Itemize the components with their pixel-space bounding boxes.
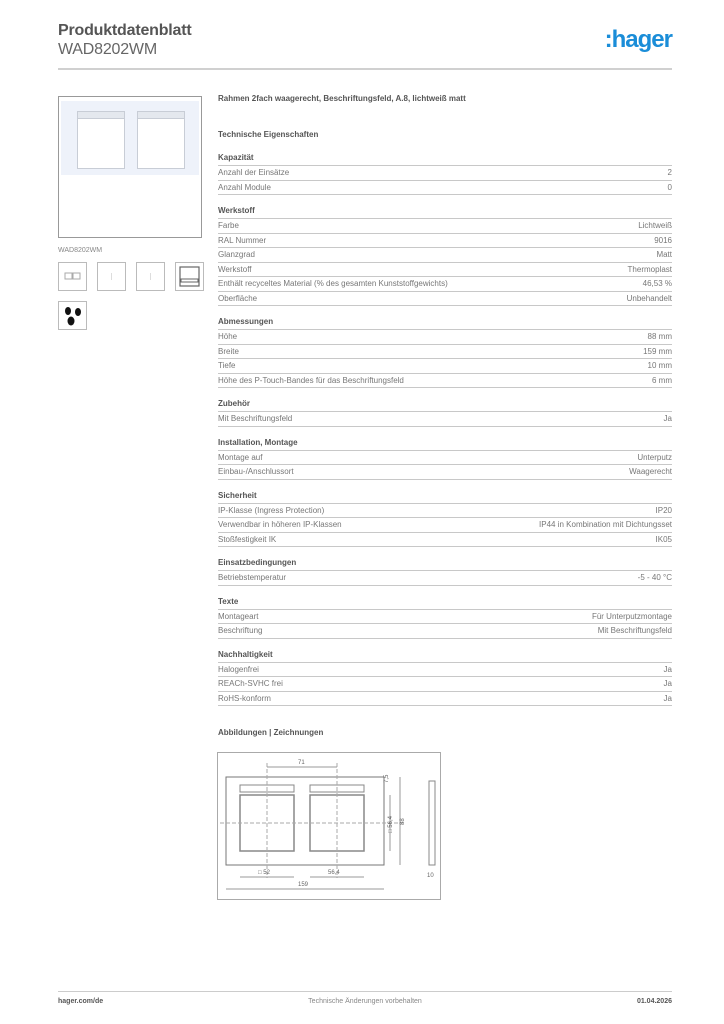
spec-row xyxy=(218,330,672,345)
spec-section xyxy=(218,650,672,707)
spec-value: Thermoplast xyxy=(627,264,672,274)
spec-row xyxy=(218,166,672,181)
technical-drawing xyxy=(217,752,441,900)
spec-section xyxy=(218,491,672,548)
spec-value: Für Unterputzmontage xyxy=(591,611,672,621)
product-image xyxy=(58,96,202,238)
spec-value: IK05 xyxy=(655,534,672,544)
spec-value: 46,53 % xyxy=(642,279,672,288)
spec-value: 0 xyxy=(667,182,672,192)
spec-label: Montage auf xyxy=(218,452,263,462)
section-title: Texte xyxy=(218,597,672,610)
spec-value: Lichtweiß xyxy=(638,221,672,230)
spec-value: Ja xyxy=(663,664,672,674)
section-title: Kapazität xyxy=(218,153,672,166)
spec-value: IP20 xyxy=(655,505,672,515)
spec-label: Halogenfrei xyxy=(218,664,259,674)
spec-label: Einbau-/Anschlussort xyxy=(218,467,294,476)
label-field-icon xyxy=(175,262,204,291)
spec-section xyxy=(218,206,672,306)
figures-heading: Abbildungen | Zeichnungen xyxy=(218,728,324,737)
frame-plate xyxy=(61,101,199,175)
spec-label: RAL Nummer xyxy=(218,235,267,245)
tech-heading: Technische Eigenschaften xyxy=(218,130,319,139)
spec-label: Glanzgrad xyxy=(218,250,255,259)
spec-row xyxy=(218,518,672,533)
spec-value: Ja xyxy=(663,679,672,688)
blank-insert-icon xyxy=(97,262,126,291)
spec-label: Montageart xyxy=(218,611,259,621)
section-title: Sicherheit xyxy=(218,491,672,504)
spec-label: Beschriftung xyxy=(218,626,263,635)
spec-value: 10 mm xyxy=(647,361,672,370)
spec-label: Anzahl der Einsätze xyxy=(218,168,290,177)
spec-row xyxy=(218,219,672,234)
product-media xyxy=(58,96,202,330)
spec-row xyxy=(218,263,672,278)
spec-row xyxy=(218,663,672,678)
image-caption: WAD8202WM xyxy=(58,247,103,254)
dim-width: 159 xyxy=(298,882,309,888)
spec-label: Höhe xyxy=(218,332,238,341)
spec-value: Mit Beschriftungsfeld xyxy=(597,626,672,635)
spec-row xyxy=(218,412,672,427)
spec-label: Breite xyxy=(218,346,239,356)
spec-row xyxy=(218,504,672,519)
website-link[interactable]: hager.com/de xyxy=(58,998,104,1005)
spec-value: -5 - 40 °C xyxy=(637,573,672,582)
frame-window-left xyxy=(77,111,125,169)
dim-square: □ 52 xyxy=(258,870,270,876)
spec-row xyxy=(218,571,672,586)
spec-row xyxy=(218,451,672,466)
spec-value: Ja xyxy=(663,414,672,423)
spec-label: REACh-SVHC frei xyxy=(218,679,283,688)
spec-label: Anzahl Module xyxy=(218,182,271,192)
frame-2gang-icon xyxy=(58,262,87,291)
product-code: WAD8202WM xyxy=(58,41,157,58)
spec-label: Höhe des P-Touch-Bandes für das Beschriftungsfeld xyxy=(218,375,404,385)
spec-label: Werkstoff xyxy=(218,264,252,274)
blank-insert-icon xyxy=(136,262,165,291)
spec-value: 88 mm xyxy=(647,332,672,341)
spec-value: 9016 xyxy=(654,235,672,245)
dim-pitch: 71 xyxy=(298,760,305,766)
spec-label: Enthält recyceltes Material (% des gesamten Kunststoffgewichts) xyxy=(218,279,448,288)
dim-inner-h: □ 56,4 xyxy=(388,816,394,833)
doc-title: Produktdatenblatt xyxy=(58,22,192,39)
spec-row xyxy=(218,234,672,249)
spec-section xyxy=(218,558,672,586)
spec-row xyxy=(218,533,672,548)
frame-window-right xyxy=(137,111,185,169)
header-divider xyxy=(58,68,672,70)
section-title: Zubehör xyxy=(218,399,672,412)
footer-note: Technische Änderungen vorbehalten xyxy=(308,998,422,1005)
spec-label: Oberfläche xyxy=(218,293,258,303)
spec-label: Mit Beschriftungsfeld xyxy=(218,414,293,423)
spec-section xyxy=(218,399,672,427)
spec-label: RoHS-konform xyxy=(218,693,271,703)
spec-value: 2 xyxy=(667,168,672,177)
spec-section xyxy=(218,597,672,639)
spec-label: Stoßfestigkeit IK xyxy=(218,534,277,544)
dim-depth: 10 xyxy=(427,873,434,879)
spec-label: Farbe xyxy=(218,221,239,230)
spec-label: Tiefe xyxy=(218,361,236,370)
spec-value: Unbehandelt xyxy=(626,293,672,303)
spec-value: Waagerecht xyxy=(629,467,672,476)
section-title: Werkstoff xyxy=(218,206,672,219)
spec-row xyxy=(218,181,672,196)
feature-icons xyxy=(58,262,202,291)
spec-row xyxy=(218,374,672,389)
spec-row xyxy=(218,359,672,374)
section-title: Abmessungen xyxy=(218,317,672,330)
footer-date: 01.04.2026 xyxy=(636,998,672,1005)
dim-strip: 7,5 xyxy=(384,774,390,783)
spec-value: 159 mm xyxy=(643,346,672,356)
footer-divider xyxy=(58,991,672,992)
spec-row xyxy=(218,277,672,292)
spec-value: Unterputz xyxy=(637,452,672,462)
spec-section xyxy=(218,438,672,480)
dim-inner-w: 56,4 xyxy=(328,870,340,876)
product-description: Rahmen 2fach waagerecht, Beschriftungsfeld, A.8, lichtweiß matt xyxy=(218,94,466,103)
spec-row xyxy=(218,692,672,707)
section-title: Installation, Montage xyxy=(218,438,672,451)
spec-row xyxy=(218,624,672,639)
section-title: Nachhaltigkeit xyxy=(218,650,672,663)
spec-section xyxy=(218,317,672,388)
spec-label: Verwendbar in höheren IP-Klassen xyxy=(218,520,342,529)
spec-value: Ja xyxy=(663,693,672,703)
section-title: Einsatzbedingungen xyxy=(218,558,672,571)
spec-label: Betriebstemperatur xyxy=(218,573,287,582)
spec-label: IP-Klasse (Ingress Protection) xyxy=(218,505,325,515)
spec-row xyxy=(218,345,672,360)
spec-row xyxy=(218,292,672,307)
page-header xyxy=(58,20,672,70)
dim-height: 88 xyxy=(400,818,406,825)
spec-row xyxy=(218,610,672,625)
spec-value: 6 mm xyxy=(652,375,672,385)
spec-panel xyxy=(218,94,672,737)
hager-logo: :hager xyxy=(604,26,672,53)
spec-value: IP44 in Kombination mit Dichtungsset xyxy=(539,520,672,529)
spec-value: Matt xyxy=(656,250,672,259)
spec-section xyxy=(218,153,672,195)
spec-row xyxy=(218,465,672,480)
spec-row xyxy=(218,677,672,692)
spec-row xyxy=(218,248,672,263)
water-drops-icon xyxy=(58,301,87,330)
